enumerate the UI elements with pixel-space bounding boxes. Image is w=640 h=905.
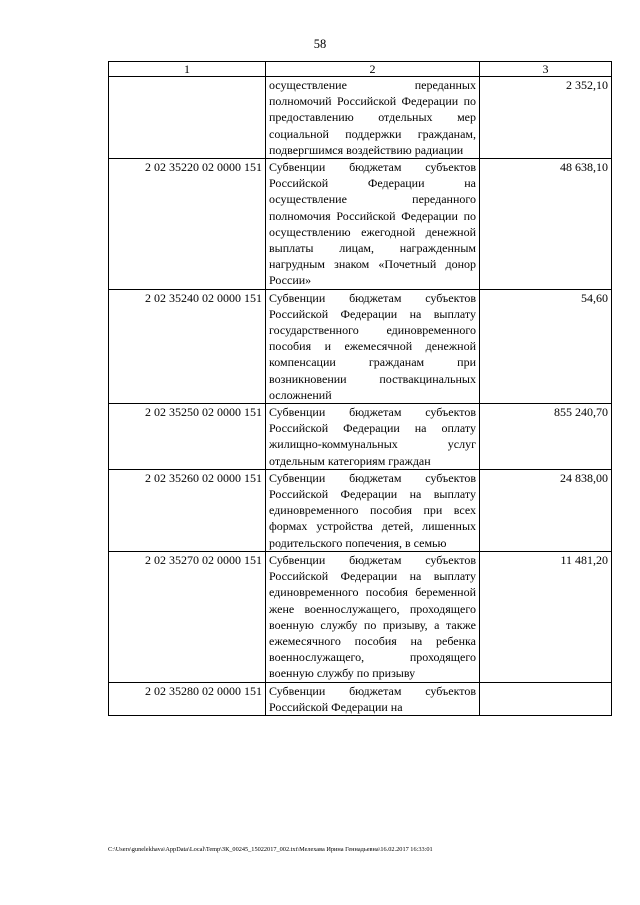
row-code: 2 02 35270 02 0000 151	[109, 551, 266, 682]
table-row	[109, 469, 612, 551]
row-code	[109, 77, 266, 159]
table-row	[109, 551, 612, 682]
budget-table	[108, 61, 612, 716]
row-amount	[480, 682, 612, 715]
row-description: Субвенции бюджетам субъектов Российской Федерации на выплату единовременного пособия беременной жене военнослужащего, проходящего военную службу по призыву, а также ежемесячного пособия на ребенка военнослужащего, проходящего военную службу по призыву	[266, 551, 480, 682]
table-row	[109, 289, 612, 403]
table-row	[109, 159, 612, 290]
table-row	[109, 77, 612, 159]
row-code: 2 02 35240 02 0000 151	[109, 289, 266, 403]
row-code: 2 02 35250 02 0000 151	[109, 404, 266, 470]
column-header-description: 2	[266, 62, 480, 77]
row-amount: 2 352,10	[480, 77, 612, 159]
row-amount: 24 838,00	[480, 469, 612, 551]
row-amount: 855 240,70	[480, 404, 612, 470]
row-code: 2 02 35260 02 0000 151	[109, 469, 266, 551]
row-code: 2 02 35280 02 0000 151	[109, 682, 266, 715]
row-description: Субвенции бюджетам субъектов Российской Федерации на оплату жилищно-коммунальных услуг отдельным категориям граждан	[266, 404, 480, 470]
row-description: Субвенции бюджетам субъектов Российской Федерации на	[266, 682, 480, 715]
row-description: Субвенции бюджетам субъектов Российской Федерации на выплату единовременного пособия при всех формах устройства детей, лишенных родительского попечения, в семью	[266, 469, 480, 551]
column-header-code: 1	[109, 62, 266, 77]
row-amount: 54,60	[480, 289, 612, 403]
row-description: осуществление переданных полномочий Российской Федерации по предоставлению отдельных мер социальной поддержки гражданам, подвергшимся воздействию радиации	[266, 77, 480, 159]
row-code: 2 02 35220 02 0000 151	[109, 159, 266, 290]
column-header-amount: 3	[480, 62, 612, 77]
table-header-row	[109, 62, 612, 77]
row-amount: 48 638,10	[480, 159, 612, 290]
row-amount: 11 481,20	[480, 551, 612, 682]
page-number: 58	[313, 37, 327, 51]
table-row	[109, 682, 612, 715]
table-row	[109, 404, 612, 470]
row-description: Субвенции бюджетам субъектов Российской Федерации на выплату государственного единовременного пособия и ежемесячной денежной компенсации гражданам при возникновении поствакцинальных осложнений	[266, 289, 480, 403]
footer-file-path: C:\Users\gunelekhava\AppData\Local\Temp\ЗК_00245_15022017_002.txt\Мелехава Ирина Геннадьевна\16.02.2017 16:33:01	[108, 846, 433, 853]
row-description: Субвенции бюджетам субъектов Российской Федерации на осуществление переданного полномочия Российской Федерации по осуществлению ежегодной денежной выплаты лицам, награжденным нагрудным знаком «Почетный донор России»	[266, 159, 480, 290]
